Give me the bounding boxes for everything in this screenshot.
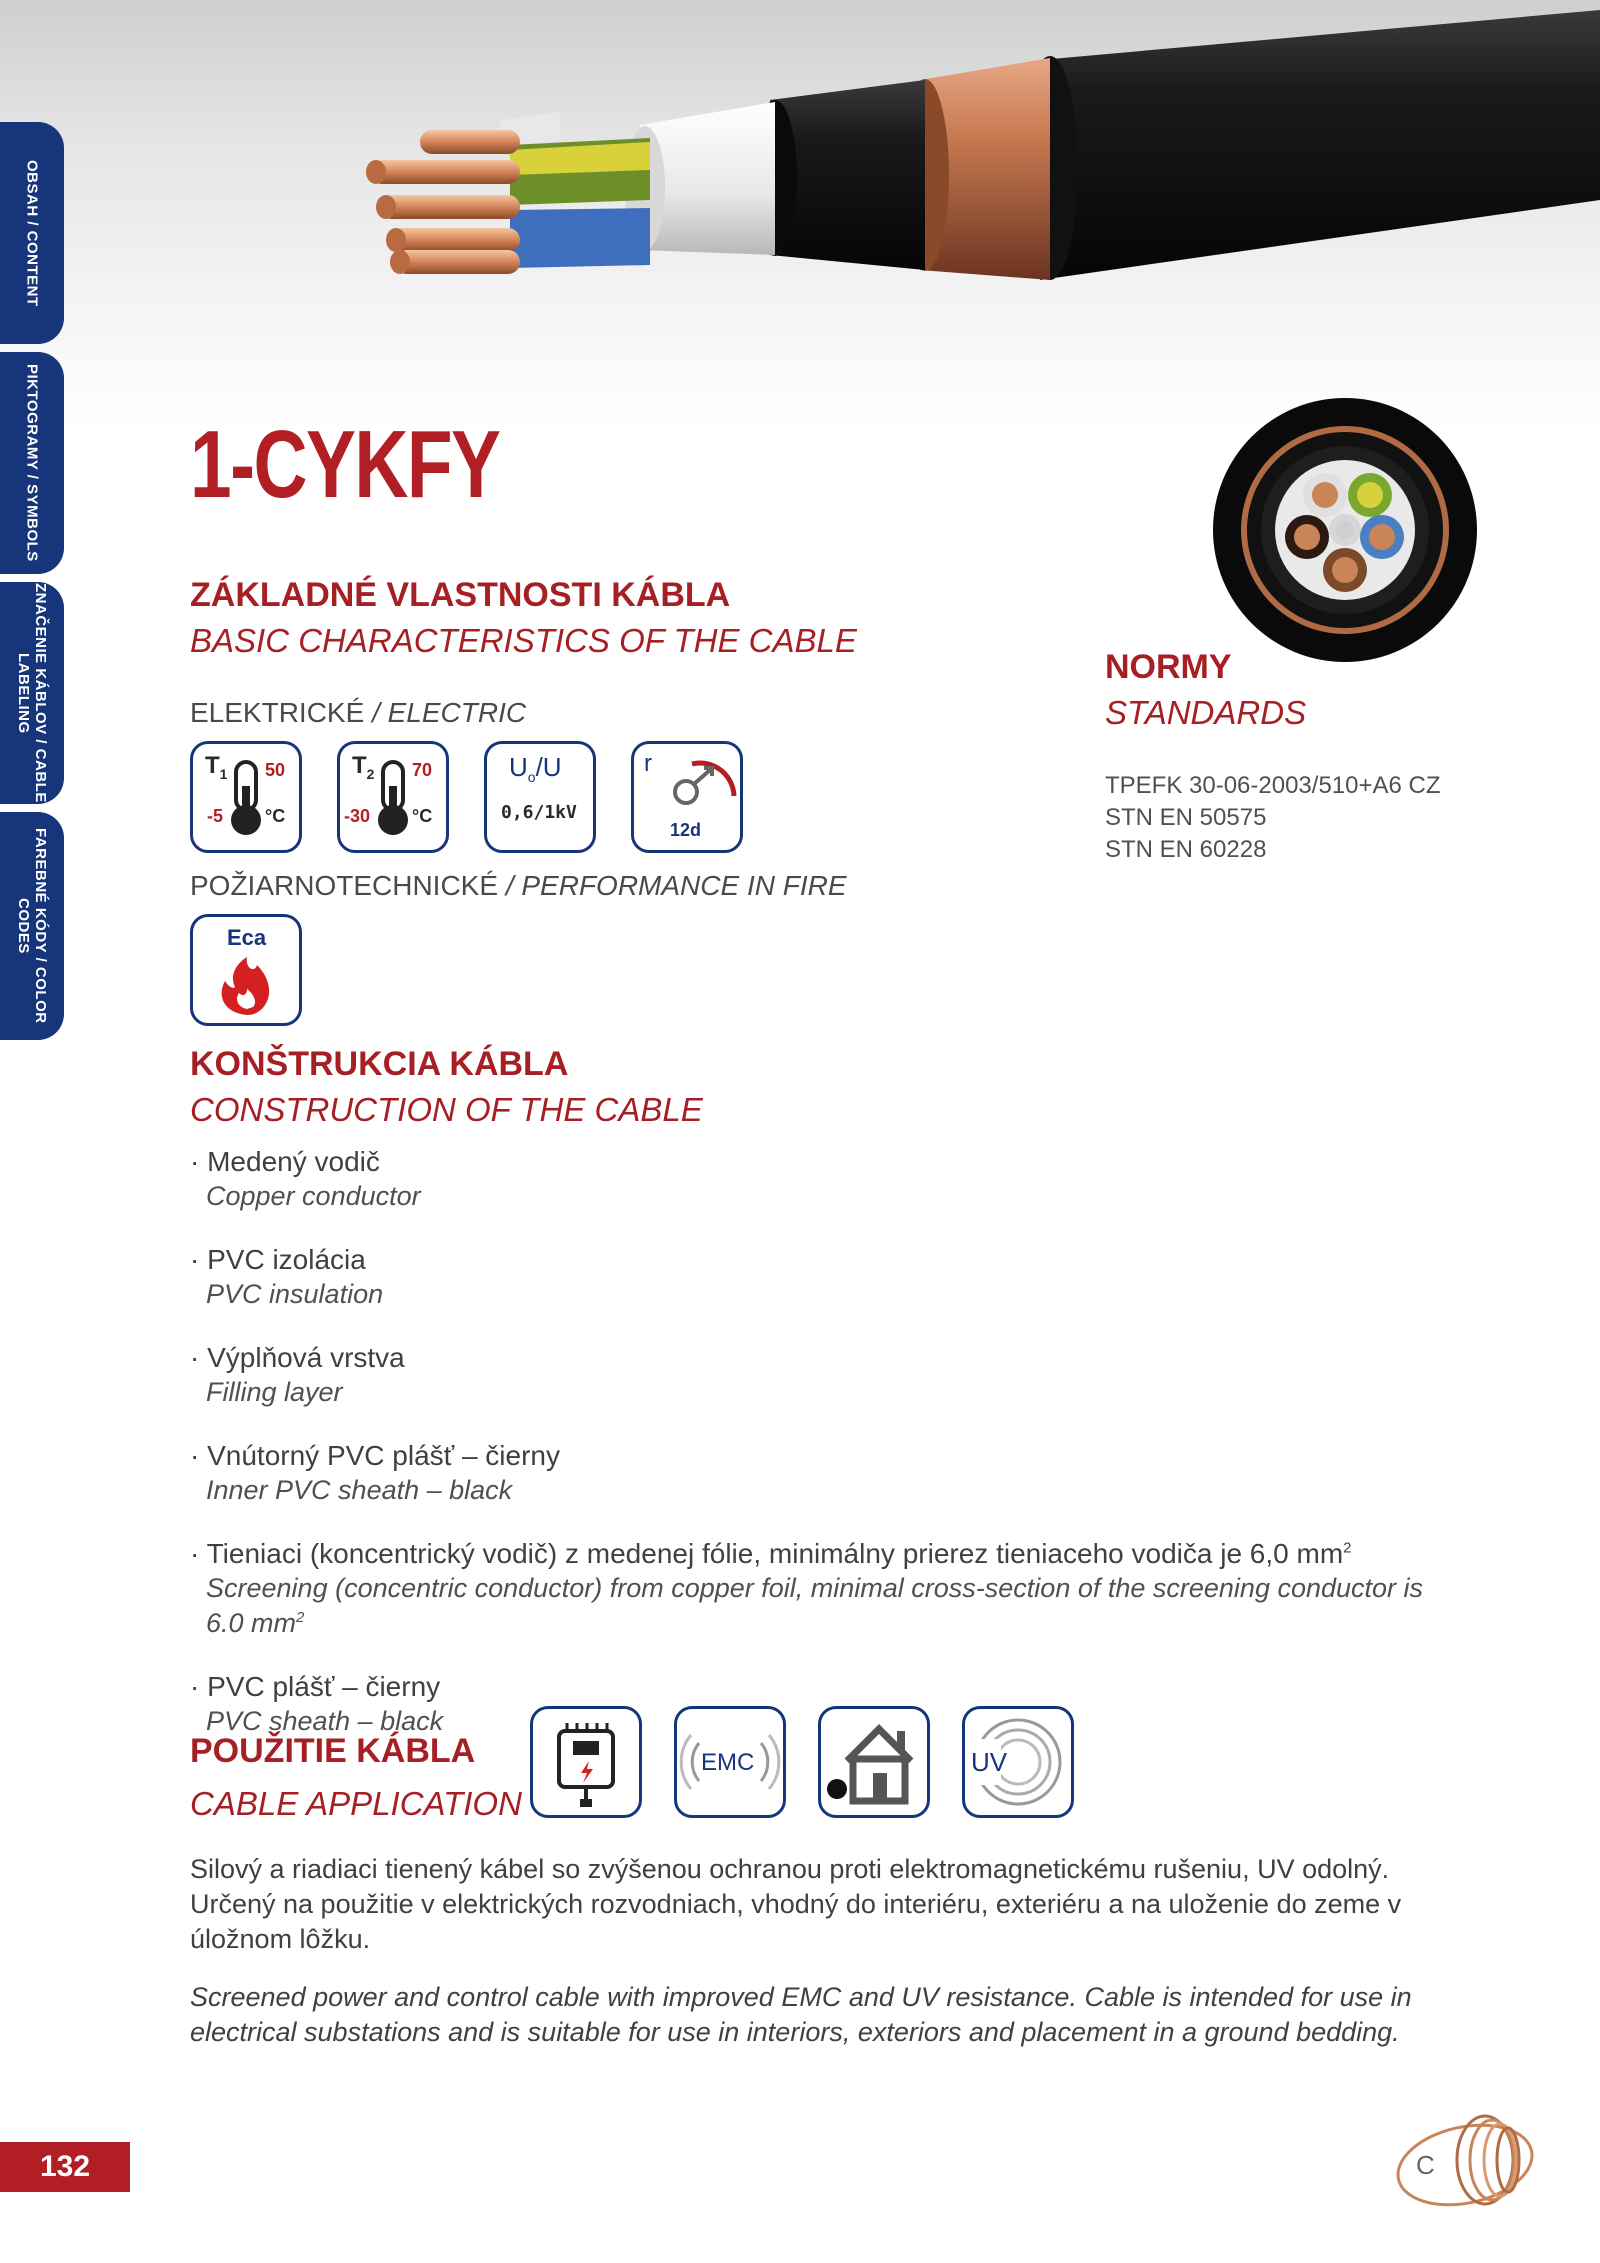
side-tab-label: ZNAČENIE KÁBLOV / CABLE LABELING	[15, 583, 49, 803]
pictogram-temperature-t1	[190, 741, 302, 853]
copper-coil-icon	[1390, 2100, 1540, 2230]
side-tab-cable-labeling[interactable]	[0, 582, 64, 804]
t2-min-value: -30	[344, 806, 371, 826]
construction-item-sk: · PVC plášť – čierny	[190, 1671, 441, 1702]
construction-item-en: Copper conductor	[206, 1181, 421, 1211]
page-title: 1-CYKFY	[190, 411, 500, 518]
uv-label: UV	[971, 1747, 1008, 1777]
bend-symbol: r	[644, 750, 652, 777]
construction-item-en: Filling layer	[206, 1377, 343, 1407]
emc-label: EMC	[701, 1749, 755, 1776]
construction-item-sk-text: · Tieniaci (koncentrický vodič) z medenej fólie, minimálny prierez tieniaceho vodiča je 6,0 mm	[190, 1538, 1344, 1569]
basic-characteristics-heading-en: BASIC CHARACTERISTICS OF THE CABLE	[190, 622, 857, 659]
t1-min-value: -5	[207, 806, 224, 826]
house-icon	[821, 1709, 927, 1815]
pictogram-temperature-t2	[337, 741, 449, 853]
standard-item: STN EN 50575	[1105, 804, 1267, 831]
side-tab-symbols[interactable]	[0, 352, 64, 574]
t2-symbol: T	[352, 752, 367, 779]
construction-heading: KONŠTRUKCIA KÁBLA	[190, 1045, 569, 1083]
application-heading-en: CABLE APPLICATION	[190, 1785, 522, 1822]
cable-illustration	[0, 0, 1600, 430]
cable-hero-image	[0, 0, 1600, 430]
t2-subscript: 2	[366, 765, 375, 782]
construction-item-en: PVC sheath – black	[206, 1706, 444, 1736]
voltage-subscript: o	[527, 769, 536, 786]
construction-list	[190, 1144, 1440, 1767]
bend-value: 12d	[670, 820, 702, 840]
list-item	[190, 1144, 1440, 1214]
superscript: 2	[1343, 1539, 1352, 1557]
t1-unit: °C	[265, 806, 286, 826]
t1-max-value: 50	[265, 760, 286, 780]
side-tab-content[interactable]	[0, 122, 64, 344]
application-text-en: Screened power and control cable with improved EMC and UV resistance. Cable is intended for use in electrical substations and is suitable for use in interiors, exteriors and placement in a ground bedding.	[190, 1982, 1412, 2047]
construction-item-sk: · Výplňová vrstva	[190, 1342, 405, 1373]
electric-label-sk: ELEKTRICKÉ	[190, 697, 365, 728]
page-number: 132	[0, 2142, 130, 2192]
cable-cross-section	[1210, 395, 1480, 665]
construction-item-sk	[190, 1536, 1440, 1571]
pictogram-substation	[530, 1706, 642, 1818]
standard-item: TPEFK 30-06-2003/510+A6 CZ	[1105, 772, 1441, 799]
pictogram-interior-exterior	[818, 1706, 930, 1818]
pictogram-emc	[674, 1706, 786, 1818]
standards-list	[1105, 770, 1441, 866]
application-heading: POUŽITIE KÁBLA	[190, 1732, 476, 1770]
construction-item-sk: · Medený vodič	[190, 1146, 380, 1177]
electric-label	[190, 697, 526, 729]
construction-heading-en: CONSTRUCTION OF THE CABLE	[190, 1091, 703, 1128]
t2-max-value: 70	[412, 760, 433, 780]
construction-item-en-text: Screening (concentric conductor) from copper foil, minimal cross-section of the screening conductor is 6.0 mm	[206, 1573, 1424, 1638]
logo-letter: C	[1416, 2150, 1435, 2180]
side-tab-label: PIKTOGRAMY / SYMBOLS	[23, 364, 41, 562]
company-logo	[1390, 2100, 1540, 2230]
electric-label-en: / ELECTRIC	[372, 697, 527, 728]
standards-heading: NORMY	[1105, 648, 1232, 686]
construction-item-en: Inner PVC sheath – black	[206, 1475, 513, 1505]
list-item	[190, 1340, 1440, 1410]
standard-item: STN EN 60228	[1105, 836, 1267, 863]
pictogram-uv	[962, 1706, 1074, 1818]
fire-label-en: / PERFORMANCE IN FIRE	[505, 870, 847, 901]
list-item	[190, 1438, 1440, 1508]
voltage-symbol: U	[509, 752, 528, 782]
voltage-symbol-rest: /U	[535, 752, 562, 782]
fire-label	[190, 870, 847, 902]
voltage-value: 0,6/1kV	[501, 802, 577, 823]
list-item	[190, 1536, 1440, 1641]
t1-subscript: 1	[219, 765, 228, 782]
side-tab-label: FAREBNÉ KÓDY / COLOR CODES	[15, 828, 49, 1024]
fire-label-sk: POŽIARNOTECHNICKÉ	[190, 870, 499, 901]
list-item	[190, 1669, 1440, 1739]
pictogram-fire-class	[190, 914, 302, 1026]
fire-class-value: Eca	[227, 925, 267, 950]
construction-item-sk: · PVC izolácia	[190, 1244, 366, 1275]
superscript: 2	[296, 1609, 305, 1626]
construction-item-sk: · Vnútorný PVC plášť – čierny	[190, 1440, 560, 1471]
list-item	[190, 1242, 1440, 1312]
side-tab-color-codes[interactable]	[0, 812, 64, 1040]
side-tab-label: OBSAH / CONTENT	[23, 159, 41, 307]
t1-symbol: T	[205, 752, 220, 779]
basic-characteristics-heading: ZÁKLADNÉ VLASTNOSTI KÁBLA	[190, 576, 731, 614]
pictogram-bending-radius	[631, 741, 743, 853]
switchboard-icon	[533, 1709, 639, 1815]
application-text-sk: Silový a riadiaci tienený kábel so zvýšenou ochranou proti elektromagnetickému rušeniu, UV odolný. Určený na použitie v elektrických rozvodniach, vhodný do interiéru, exteriéru a na uloženie do zeme v úložnom lôžku.	[190, 1854, 1402, 1954]
pictogram-voltage	[484, 741, 596, 853]
standards-heading-en: STANDARDS	[1105, 694, 1307, 731]
t2-unit: °C	[412, 806, 433, 826]
construction-item-en: PVC insulation	[206, 1279, 384, 1309]
construction-item-en	[190, 1571, 1440, 1641]
